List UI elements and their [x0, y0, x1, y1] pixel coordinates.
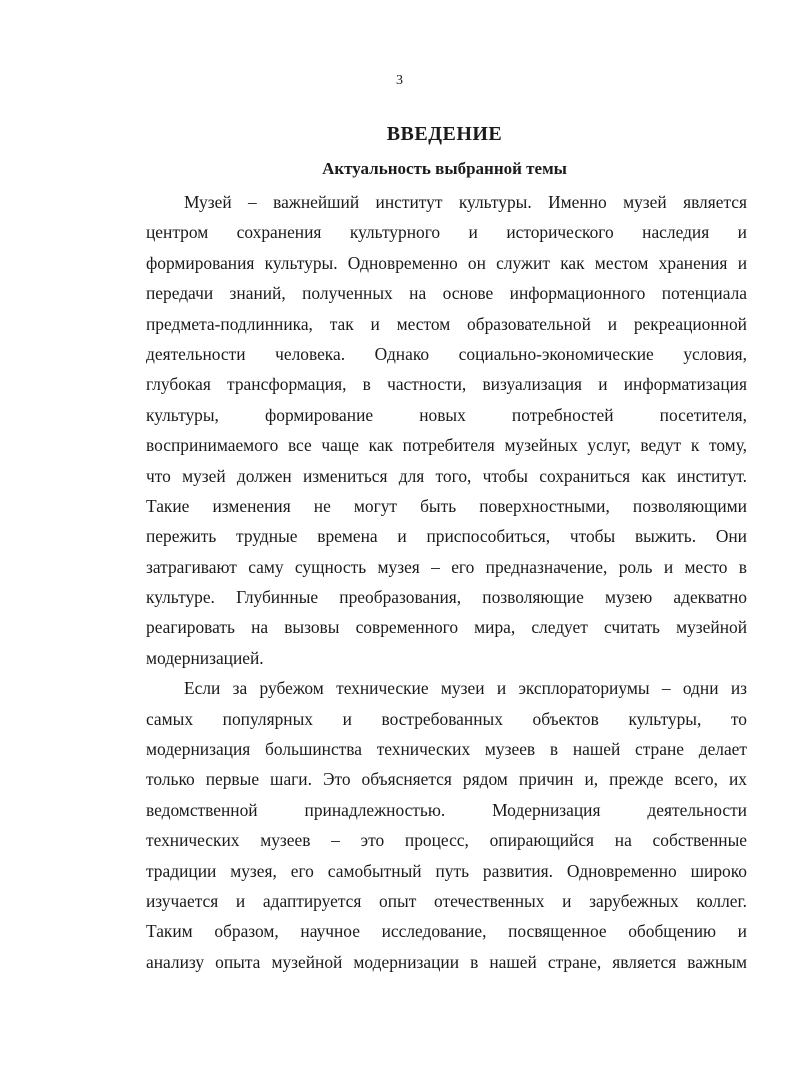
text-line: изучается и адаптируется опыт отечественных и зарубежных коллег.	[146, 890, 747, 911]
text-line: самых популярных и востребованных объектов культуры, то	[146, 708, 747, 729]
text-line: реагировать на вызовы современного мира, следует считать музейной	[146, 617, 747, 638]
paragraph-2	[146, 673, 747, 977]
text-line: модернизацией.	[146, 647, 264, 668]
text-line: ведомственной принадлежностью. Модернизация деятельности	[146, 799, 747, 820]
text-line: что музей должен измениться для того, чтобы сохраниться как институт.	[146, 465, 747, 486]
text-line: Если за рубежом технические музеи и эксплораториумы – одни из	[184, 678, 747, 699]
text-line: технических музеев – это процесс, опирающийся на собственные	[146, 830, 747, 851]
text-line: анализу опыта музейной модернизации в нашей стране, является важным	[146, 951, 747, 972]
text-line: глубокая трансформация, в частности, визуализация и информатизация	[146, 374, 747, 395]
text-line: традиции музея, его самобытный путь развития. Одновременно широко	[146, 860, 747, 881]
text-line: пережить трудные времена и приспособиться, чтобы выжить. Они	[146, 526, 747, 547]
text-line: затрагивают саму сущность музея – его предназначение, роль и место в	[146, 556, 747, 577]
text-line: деятельности человека. Однако социально-экономические условия,	[146, 343, 747, 364]
text-line: Таким образом, научное исследование, посвященное обобщению и	[146, 921, 747, 942]
paragraph-1	[146, 187, 747, 673]
text-line: культуре. Глубинные преобразования, позволяющие музею адекватно	[146, 587, 747, 608]
body-text	[146, 187, 747, 977]
text-line: Музей – важнейший институт культуры. Именно музей является	[184, 192, 747, 212]
text-line: модернизация большинства технических музеев в нашей стране делает	[146, 739, 747, 760]
text-line: центром сохранения культурного и исторического наследия и	[146, 222, 747, 243]
text-line: только первые шаги. Это объясняется рядом причин и, прежде всего, их	[146, 769, 747, 790]
text-line: формирования культуры. Одновременно он служит как местом хранения и	[146, 252, 747, 273]
page-number: 3	[396, 73, 403, 88]
section-subtitle: Актуальность выбранной темы	[322, 159, 567, 178]
text-line: передачи знаний, полученных на основе информационного потенциала	[146, 283, 747, 304]
text-line: Такие изменения не могут быть поверхностными, позволяющими	[146, 495, 747, 516]
text-line: предмета-подлинника, так и местом образовательной и рекреационной	[146, 313, 747, 334]
text-line: культуры, формирование новых потребностей посетителя,	[146, 404, 747, 425]
text-line: воспринимаемого все чаще как потребителя музейных услуг, ведут к тому,	[146, 435, 747, 456]
page-title: ВВЕДЕНИЕ	[386, 123, 503, 145]
